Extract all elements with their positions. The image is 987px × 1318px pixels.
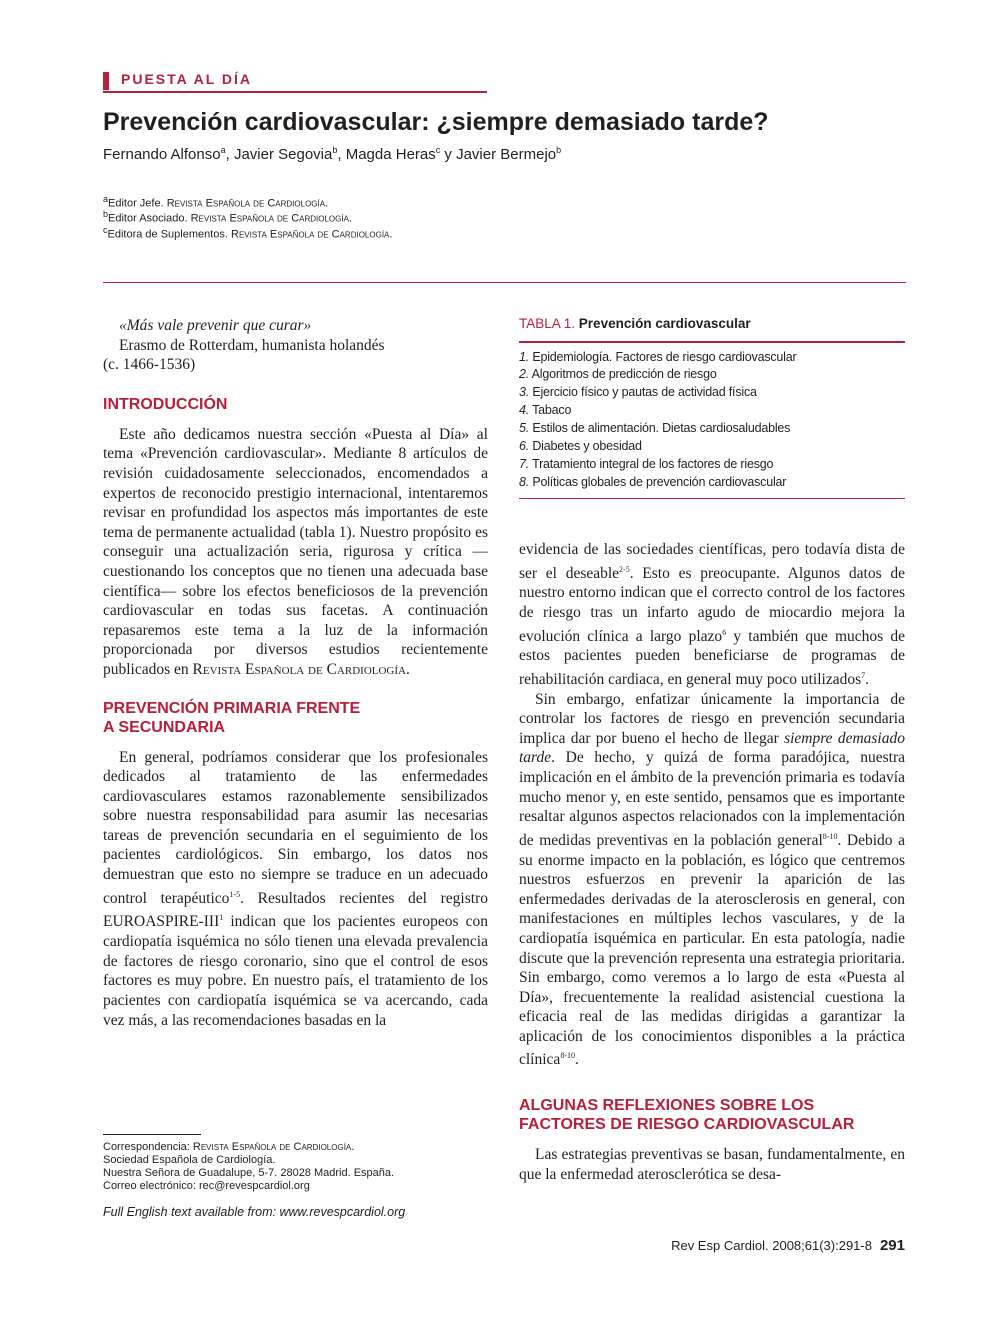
table-1: [519, 316, 905, 499]
footnote-line: Nuestra Señora de Guadalupe, 5-7. 28028 Madrid. España.: [103, 1167, 395, 1179]
author-name: Magda Heras: [345, 146, 436, 163]
body-text: En general, podríamos considerar que los profesionales dedicados al tratamiento de las enfermedades cardiovasculares estamos razonablemente sensibilizados sobre nuestra responsabilidad para asumir las necesarias tareas de prevención secundaria en el seguimiento de los pacientes cardiológicos. Sin embargo, los datos nos demuestran que esto no siempre se traduce en un adecuado control terapéutico: [103, 748, 488, 907]
citation-ref: 8-10: [822, 831, 838, 841]
correspondence-footnote: [103, 1141, 394, 1193]
table-row-text: Tabaco: [532, 403, 572, 418]
epigraph-quote-text: «Más vale prevenir que curar»: [119, 317, 312, 334]
journal-citation: Rev Esp Cardiol. 2008;61(3):291-8: [671, 1238, 872, 1253]
intro-heading: INTRODUCCIÓN: [103, 395, 228, 413]
citation-ref: 7: [861, 670, 866, 680]
table-row-text: Estilos de alimentación. Dietas cardiosaludables: [532, 421, 791, 436]
author-sup: b: [556, 145, 562, 155]
intro-paragraph: [103, 425, 488, 680]
affiliation-journal: Revista Española de Cardiología.: [190, 212, 352, 225]
intro-text: Este año dedicamos nuestra sección «Puesta al Día» al tema «Prevención cardiovascular». Mediante 8 artículos de revisión cuidadosamente seleccionados, encomendados a expertos de reconocido prestigio internacional, intentaremos revisar en profundidad los aspectos más importantes de este tema de permanente actualidad (tabla 1). Nuestro propósito es conseguir una actualización seria, rigurosa y crítica —cuestionando los conceptos que no tienen una adecuada base científica— sobre los efectos beneficiosos de la prevención cardiovascular en todas sus facetas. A continuación repasaremos este tema a la luz de la información proporcionada por diversos estudios recientemente publicados en: [103, 425, 488, 678]
affiliation-role: Editora de Suplementos.: [107, 228, 228, 241]
author-sup: c: [435, 145, 441, 155]
table-row-number: 3.: [519, 385, 530, 400]
body-text: .: [865, 671, 870, 689]
footnote-rule: [103, 1134, 201, 1135]
table-top-rule: [519, 341, 905, 343]
affiliation: [103, 209, 352, 225]
footnote-email: Correo electrónico: rec@revespcardiol.org: [103, 1180, 310, 1192]
body-paragraph: [519, 540, 905, 690]
primaria-heading-line2: A SECUNDARIA: [103, 718, 226, 736]
table-row: [519, 456, 905, 474]
article-title: Prevención cardiovascular: ¿siempre demasiado tarde?: [103, 108, 769, 136]
table-row: [519, 384, 905, 402]
left-column: [103, 316, 488, 1030]
table-row-text: Diabetes y obesidad: [532, 439, 642, 454]
body-text: .: [574, 1051, 579, 1069]
footnote-label: Correspondencia:: [103, 1141, 190, 1153]
table-label: TABLA 1.: [519, 316, 576, 331]
author-name: Javier Bermejo: [456, 146, 557, 163]
table-list: [519, 349, 905, 492]
full-english-link[interactable]: Full English text available from: www.revespcardiol.org: [103, 1205, 406, 1219]
table-row: [519, 366, 905, 384]
table-row: [519, 438, 905, 456]
table-row-number: 5.: [519, 421, 530, 436]
table-row: [519, 420, 905, 438]
body-text: . De hecho, y quizá de forma paradójica, nuestra implicación en el ámbito de la prevención primaria es todavía mucho menor y, en este sentido, pensamos que es importante resaltar algunos aspectos relacionados con la implementación de medidas preventivas en la población general: [519, 749, 905, 849]
citation-ref: 1-5: [229, 889, 241, 899]
table-row-text: Ejercicio físico y pautas de actividad física: [532, 385, 757, 400]
page-number: 291: [879, 1237, 905, 1254]
primaria-heading: [103, 699, 488, 737]
affiliation-sup: b: [103, 209, 109, 219]
intro-journal: Revista Española de Cardiología.: [192, 660, 410, 678]
citation-ref: 8-10: [560, 1051, 575, 1061]
primaria-paragraph: [103, 748, 488, 1031]
primaria-heading-line1: PREVENCIÓN PRIMARIA FRENTE: [103, 699, 361, 717]
body-text: Sin embargo, enfatizar únicamente la importancia de controlar los factores de riesgo en prevención secundaria implica dar por bueno el hecho de llegar: [519, 690, 905, 747]
section-rule: [103, 91, 487, 93]
epigraph-quote: [103, 316, 488, 336]
footnote-journal: Revista Española de Cardiología.: [192, 1141, 355, 1153]
section-marker: [103, 72, 109, 90]
section-label: PUESTA AL DÍA: [121, 71, 253, 87]
footnote-line: Sociedad Española de Cardiología.: [103, 1154, 276, 1166]
table-bottom-rule: [519, 498, 905, 500]
citation-ref: 2-5: [619, 564, 630, 574]
table-row-number: 6.: [519, 439, 530, 454]
table-caption: [519, 316, 905, 331]
body-paragraph: Las estrategias preventivas se basan, fundamentalmente, en que la enfermedad aterosclerótica se desa-: [519, 1146, 905, 1183]
epigraph-years: (c. 1466-1536): [103, 356, 196, 374]
author-list: Fernando Alfonso$^a$, Javier Segovia$^b$, Magda Heras$^c$ y Javier Bermejo$^b$: [103, 145, 562, 163]
footnote-line: [103, 1141, 394, 1154]
table-row-number: 2.: [519, 367, 530, 382]
body-text: . Resultados recientes del registro EUROASPIRE-III: [103, 889, 488, 931]
header-divider: [103, 282, 906, 283]
affiliation-journal: Revista Española de Cardiología.: [231, 228, 393, 241]
reflexiones-heading: [519, 1096, 905, 1134]
table-row: [519, 402, 905, 420]
body-text: indican que los pacientes europeos con cardiopatía isquémica no sólo tienen una elevada prevalencia de factores de riesgo coronario, sino que el control de esos factores es muy pobre. En nuestro país, el tratamiento de los pacientes con cardiopatía isquémica se va acercando, cada vez más, a las recomendaciones basadas en la: [103, 913, 488, 1029]
right-column: [519, 540, 905, 1184]
citation-ref: 1: [219, 913, 224, 923]
table-title: Prevención cardiovascular: [578, 316, 751, 331]
body-text: . Debido a su enorme impacto en la población, es lógico que centremos nuestros esfuerzos en prevenir la aparición de las enfermedades derivadas de la aterosclerosis en general, con manifestaciones en múltiples lechos vasculares, y de la cardiopatía isquémica en particular. En esta patología, nadie discute que la prevención representa una estrategia prioritaria. Sin embargo, como veremos a lo largo de esta «Puesta al Día», frecuentemente la realidad asistencial cuestiona la eficacia real de las medidas dirigidas a garantizar la aplicación de los conocimientos disponibles a la práctica clínica: [519, 831, 906, 1069]
reflexiones-heading-line2: FACTORES DE RIESGO CARDIOVASCULAR: [519, 1116, 855, 1134]
body-text: evidencia de las sociedades científicas, pero todavía dista de ser el deseable: [519, 541, 905, 582]
table-row-text: Tratamiento integral de los factores de riesgo: [532, 456, 774, 471]
table-row-number: 4.: [519, 403, 530, 418]
affiliation: [103, 194, 328, 210]
table-row-text: Políticas globales de prevención cardiovascular: [532, 474, 787, 489]
table-row: [519, 474, 905, 492]
author-name: Fernando Alfonso: [103, 146, 221, 163]
reflexiones-heading-line1: ALGUNAS REFLEXIONES SOBRE LOS: [519, 1097, 815, 1115]
affiliation-sup: c: [103, 225, 108, 235]
body-text: . Esto es preocupante. Algunos datos de nuestro entorno indican que el correcto control de los factores de riesgo tras un infarto agudo de miocardio mejora la evolución clínica a largo plazo: [519, 564, 905, 645]
table-row-number: 7.: [519, 456, 530, 471]
affiliation-role: Editor Jefe.: [108, 197, 164, 210]
body-paragraph: [519, 690, 905, 1071]
author-sup: b: [332, 145, 338, 155]
author-sup: a: [220, 145, 226, 155]
table-row: [519, 349, 905, 367]
epigraph-author: Erasmo de Rotterdam, humanista holandés: [119, 336, 385, 354]
page-footer: [671, 1237, 905, 1254]
body-text: y también que muchos de estos pacientes pueden beneficiarse de programas de rehabilitación cardiaca, en general muy poco utilizados: [519, 627, 906, 689]
emphasis-text: siempre demasiado tarde: [519, 729, 905, 767]
table-row-text: Epidemiología. Factores de riesgo cardiovascular: [532, 349, 797, 364]
citation-ref: 6: [722, 627, 727, 637]
author-name: Javier Segovia: [233, 146, 333, 163]
table-row-number: 8.: [519, 474, 530, 489]
affiliation-journal: Revista Española de Cardiología.: [166, 197, 329, 210]
table-row-number: 1.: [519, 349, 530, 364]
affiliation-sup: a: [103, 194, 109, 204]
table-row-text: Algoritmos de predicción de riesgo: [531, 367, 717, 382]
affiliation-role: Editor Asociado.: [108, 212, 188, 225]
affiliation: [103, 225, 392, 241]
